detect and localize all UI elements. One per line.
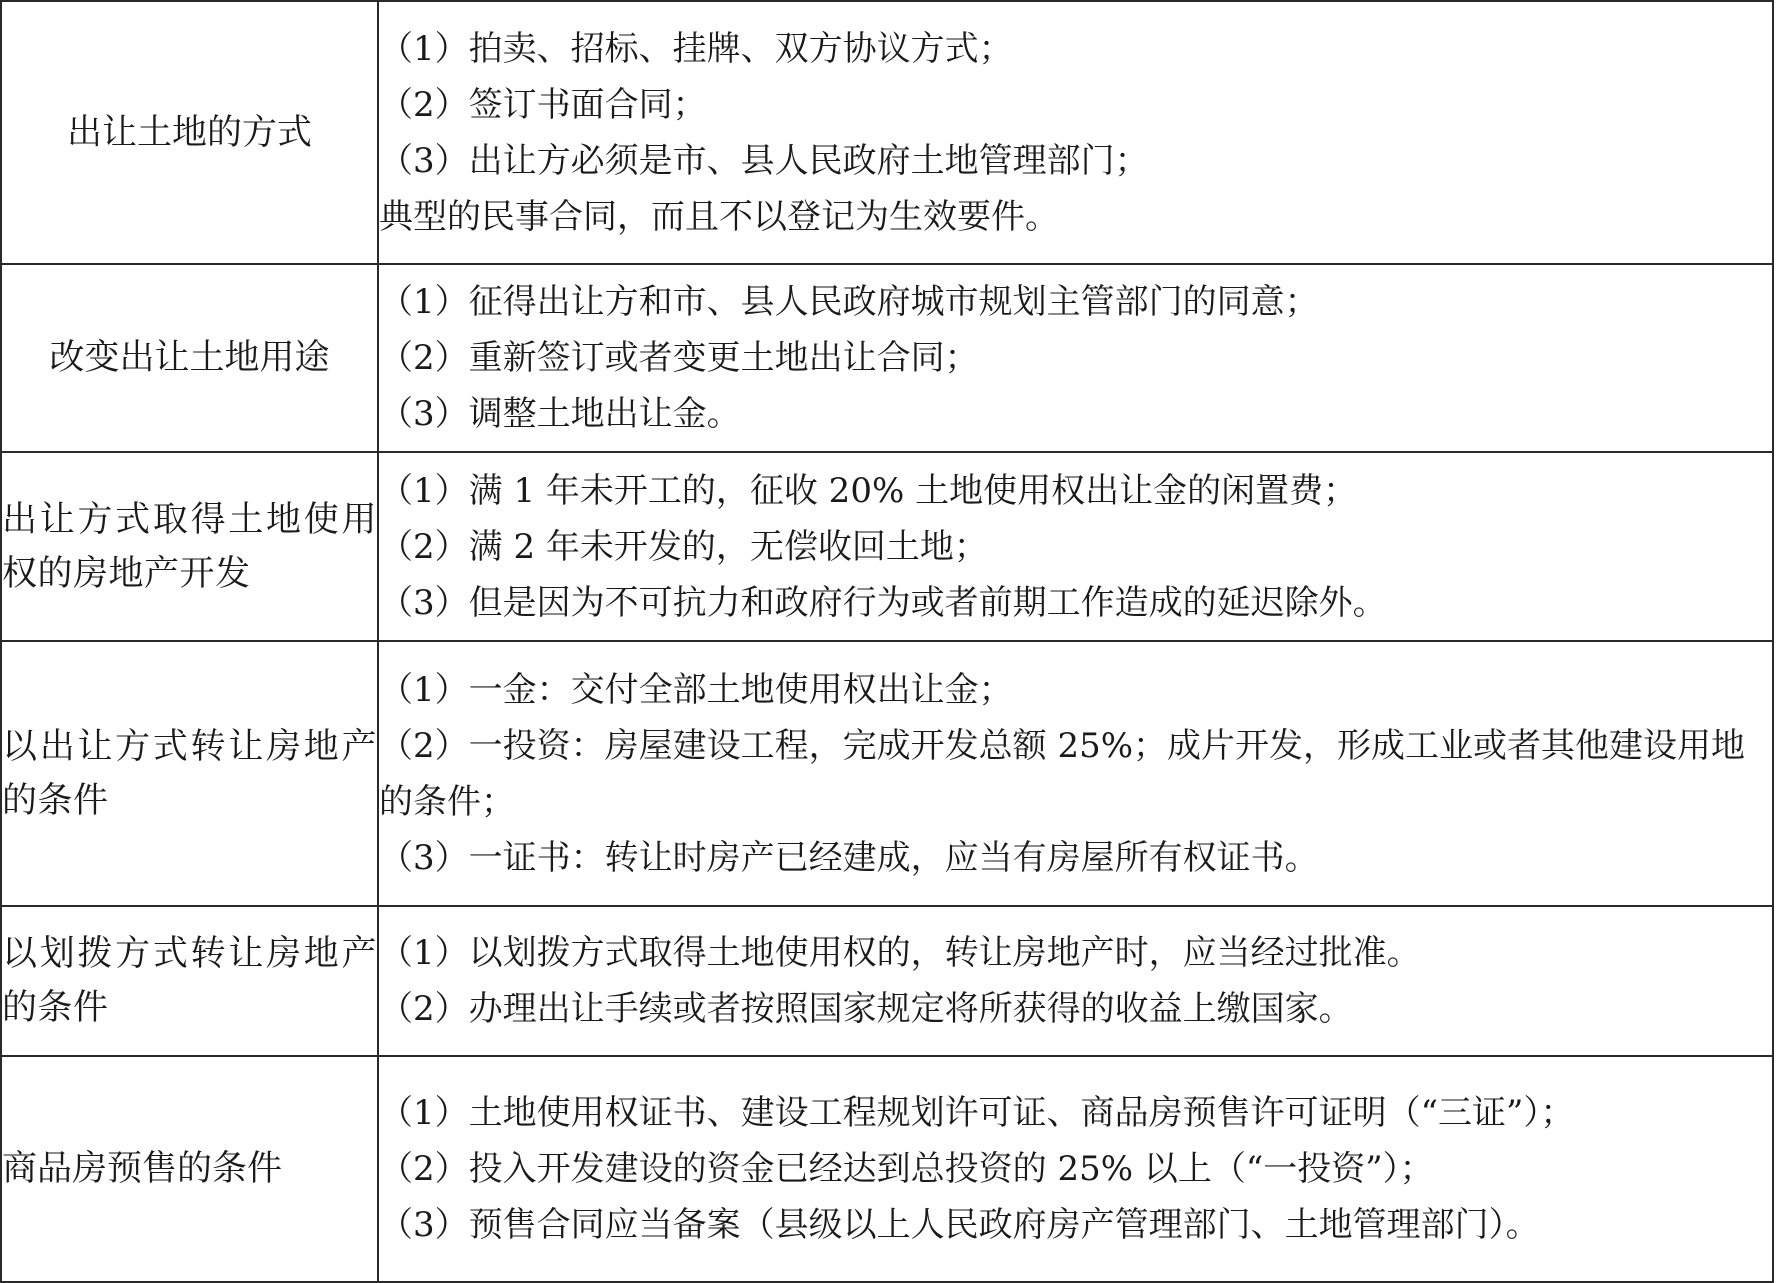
row-content-cell	[378, 264, 1773, 452]
row-label-cell	[1, 452, 378, 641]
row-label-cell	[1, 906, 378, 1056]
content-line: （1）以划拨方式取得土地使用权的，转让房地产时，应当经过批准。	[379, 933, 1421, 973]
table-row	[1, 641, 1773, 906]
content-line: （1）一金：交付全部土地使用权出让金；	[379, 669, 1013, 710]
content-line: （1）满 1 年未开工的，征收 20% 土地使用权出让金的闲置费；	[379, 470, 1358, 511]
table-row	[1, 452, 1773, 641]
table-row	[1, 264, 1773, 452]
row-content-cell	[378, 452, 1773, 641]
content-line: （2）重新签订或者变更土地出让合同；	[379, 338, 979, 378]
row-label-cell	[1, 1056, 378, 1282]
table-row	[1, 1, 1773, 264]
content-line: （2）投入开发建设的资金已经达到总投资的 25% 以上（“一投资”）；	[379, 1149, 1434, 1189]
content-line: （3）调整土地出让金。	[379, 394, 741, 434]
content-line: （2）一投资：房屋建设工程，完成开发总额 25%；成片开发，形成工业或者其他建设用地的条件；	[379, 725, 1746, 822]
content-line: （3）但是因为不可抗力和政府行为或者前期工作造成的延迟除外。	[379, 582, 1387, 623]
content-line: （2）办理出让手续或者按照国家规定将所获得的收益上缴国家。	[379, 989, 1353, 1029]
row-content-cell	[378, 906, 1773, 1056]
row-label-cell	[1, 264, 378, 452]
content-line: （1）土地使用权证书、建设工程规划许可证、商品房预售许可证明（“三证”）；	[379, 1093, 1575, 1133]
content-line: （2）满 2 年未开发的，无偿收回土地；	[379, 526, 988, 567]
table-row	[1, 1056, 1773, 1282]
content-line: 典型的民事合同，而且不以登记为生效要件。	[379, 196, 1059, 237]
row-label: 改变出让土地用途	[49, 338, 330, 378]
row-label: 商品房预售的条件	[2, 1149, 283, 1189]
row-label: 出让土地的方式	[66, 112, 312, 153]
row-content-cell	[378, 1, 1773, 264]
row-content-cell	[378, 641, 1773, 906]
content-line: （1）征得出让方和市、县人民政府城市规划主管部门的同意；	[379, 282, 1319, 322]
row-label: 以出让方式转让房地产的条件	[2, 726, 377, 821]
row-label: 以划拨方式转让房地产的条件	[2, 934, 377, 1028]
content-line: （3）预售合同应当备案（县级以上人民政府房产管理部门、土地管理部门）。	[379, 1205, 1540, 1245]
row-label-cell	[1, 641, 378, 906]
content-line: （3）出让方必须是市、县人民政府土地管理部门；	[379, 140, 1149, 181]
table-row	[1, 906, 1773, 1056]
row-label: 出让方式取得土地使用权的房地产开发	[2, 499, 377, 594]
content-line: （1）拍卖、招标、挂牌、双方协议方式；	[379, 28, 1013, 69]
content-line: （2）签订书面合同；	[379, 84, 707, 125]
content-line: （3）一证书：转让时房产已经建成，应当有房屋所有权证书。	[379, 837, 1319, 878]
row-content-cell	[378, 1056, 1773, 1282]
row-label-cell	[1, 1, 378, 264]
